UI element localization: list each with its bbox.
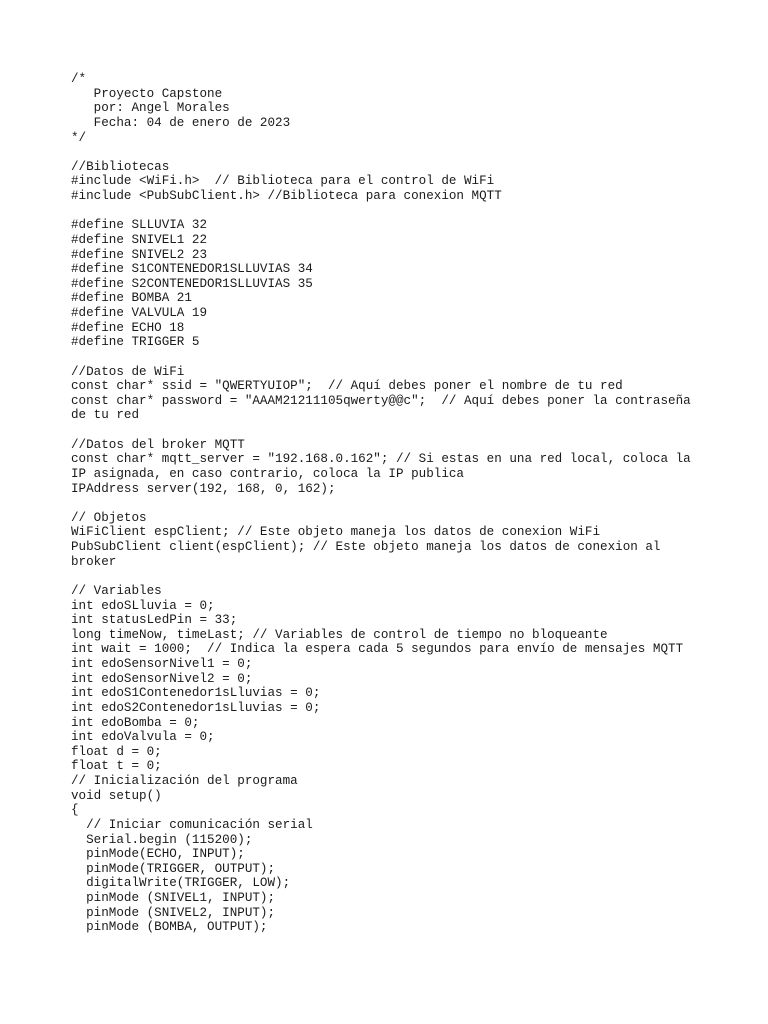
code-line: #define SNIVEL1 22 [71, 232, 208, 247]
code-line: int edoValvula = 0; [71, 730, 215, 745]
code-line: #define S2CONTENEDOR1SLLUVIAS 35 [71, 276, 313, 291]
code-line [71, 145, 731, 160]
code-line: PubSubClient client(espClient); // Este objeto maneja los datos de conexion al [71, 540, 661, 554]
code-line: digitalWrite(TRIGGER, LOW); [71, 876, 291, 891]
code-line: pinMode (SNIVEL1, INPUT); [71, 891, 276, 905]
code-line: // Variables [71, 583, 162, 598]
code-line: int edoSensorNivel2 = 0; [71, 671, 253, 686]
code-line: void setup() [71, 788, 162, 803]
code-line: IP asignada, en caso contrario, coloca la IP publica [71, 466, 464, 481]
code-listing [71, 72, 731, 935]
code-line: // Iniciar comunicación serial [71, 817, 313, 832]
code-line: // Objetos [71, 510, 147, 525]
code-line: pinMode (BOMBA, OUTPUT); [71, 920, 268, 935]
code-line: IPAddress server(192, 168, 0, 162); [71, 481, 336, 496]
code-line: int wait = 1000; // Indica la espera cada 5 segundos para envío de mensajes MQTT [71, 642, 684, 657]
code-line: float d = 0; [71, 744, 162, 759]
code-line: Proyecto Capstone [71, 86, 223, 101]
code-line: int edoS1Contenedor1sLluvias = 0; [71, 686, 321, 701]
code-line [71, 496, 731, 511]
code-line: #define SNIVEL2 23 [71, 247, 208, 262]
code-line: pinMode(ECHO, INPUT); [71, 847, 245, 862]
code-line: { [71, 803, 79, 818]
code-line: #define ECHO 18 [71, 320, 185, 335]
code-line: int edoSensorNivel1 = 0; [71, 657, 253, 671]
code-line: #define VALVULA 19 [71, 306, 208, 320]
code-line: int edoSLluvia = 0; [71, 598, 215, 613]
code-line: int edoS2Contenedor1sLluvias = 0; [71, 700, 321, 715]
code-line: WiFiClient espClient; // Este objeto maneja los datos de conexion WiFi [71, 525, 601, 540]
code-line: const char* ssid = "QWERTYUIOP"; // Aquí debes poner el nombre de tu red [71, 379, 623, 394]
code-line: //Datos de WiFi [71, 364, 185, 379]
code-line: int edoBomba = 0; [71, 715, 200, 730]
code-line [71, 423, 731, 438]
code-line: //Bibliotecas [71, 159, 170, 174]
code-line: int statusLedPin = 33; [71, 613, 238, 628]
code-line: const char* password = "AAAM21211105qwerty@@c"; // Aquí debes poner la contraseña [71, 393, 691, 408]
code-line: broker [71, 554, 117, 569]
code-line: por: Angel Morales [71, 101, 230, 116]
code-line [71, 569, 731, 584]
code-line: */ [71, 130, 87, 145]
code-line: float t = 0; [71, 759, 162, 774]
code-line: Fecha: 04 de enero de 2023 [71, 115, 291, 130]
code-line: pinMode (SNIVEL2, INPUT); [71, 905, 276, 920]
code-line: #define S1CONTENEDOR1SLLUVIAS 34 [71, 262, 313, 277]
code-line: long timeNow, timeLast; // Variables de control de tiempo no bloqueante [71, 627, 608, 642]
code-line: Serial.begin (115200); [71, 832, 253, 847]
code-line: // Inicialización del programa [71, 774, 298, 788]
code-line: #include <PubSubClient.h> //Biblioteca para conexion MQTT [71, 189, 502, 203]
code-line: #define TRIGGER 5 [71, 335, 200, 350]
code-line [71, 350, 731, 365]
code-line [71, 204, 731, 219]
code-line: #include <WiFi.h> // Biblioteca para el control de WiFi [71, 174, 495, 189]
code-line: pinMode(TRIGGER, OUTPUT); [71, 861, 276, 876]
code-line: #define BOMBA 21 [71, 291, 192, 306]
code-line: /* [71, 72, 87, 86]
code-line: #define SLLUVIA 32 [71, 218, 208, 233]
code-line: const char* mqtt_server = "192.168.0.162"; // Si estas en una red local, coloca la [71, 452, 691, 467]
code-line: de tu red [71, 408, 140, 423]
code-line: //Datos del broker MQTT [71, 437, 245, 452]
